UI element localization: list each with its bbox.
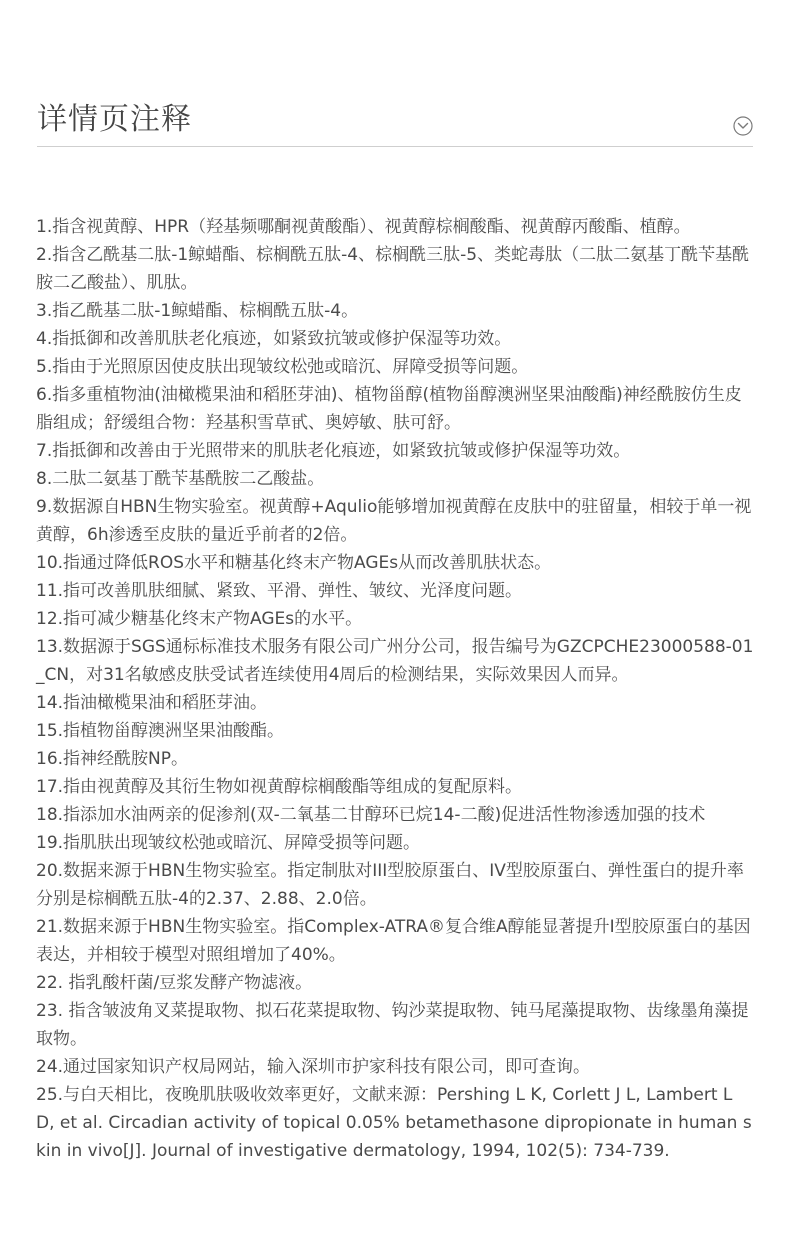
- footnote-item: 10.指通过降低ROS水平和糖基化终末产物AGEs从而改善肌肤状态。: [36, 553, 552, 573]
- footnote-item: 14.指油橄榄果油和稻胚芽油。: [36, 693, 268, 713]
- footnote-item: 25.与白天相比，夜晚肌肤吸收效率更好，文献来源：Pershing L K, Corlett J L, Lambert L D, et al. Circadian activity of topical 0.05% betamethasone dipropionate in human skin in vivo[J]. Journal of investigative dermatology, 1994, 102(5): 734-739.: [36, 1085, 752, 1161]
- footnote-item: 1.指含视黄醇、HPR（羟基频哪酮视黄酸酯）、视黄醇棕榈酸酯、视黄醇丙酸酯、植醇。: [36, 217, 691, 237]
- footnote-item: 19.指肌肤出现皱纹松弛或暗沉、屏障受损等问题。: [36, 833, 421, 853]
- footnote-item: 16.指神经酰胺NP。: [36, 749, 189, 769]
- footnote-item: 9.数据源自HBN生物实验室。视黄醇+Aqulio能够增加视黄醇在皮肤中的驻留量，相较于单一视黄醇，6h渗透至皮肤的量近乎前者的2倍。: [36, 497, 752, 545]
- footnote-item: 20.数据来源于HBN生物实验室。指定制肽对III型胶原蛋白、IV型胶原蛋白、弹性蛋白的提升率分别是棕榈酰五肽-4的2.37、2.88、2.0倍。: [36, 861, 744, 909]
- footnote-item: 3.指乙酰基二肽-1鲸蜡酯、棕榈酰五肽-4。: [36, 301, 359, 321]
- footnote-item: 7.指抵御和改善由于光照带来的肌肤老化痕迹，如紧致抗皱或修护保湿等功效。: [36, 441, 631, 461]
- footnote-list: [36, 213, 756, 1165]
- page-title: 详情页注释: [37, 102, 192, 137]
- footnote-item: 17.指由视黄醇及其衍生物如视黄醇棕榈酸酯等组成的复配原料。: [36, 777, 523, 797]
- footnote-item: 2.指含乙酰基二肽-1鲸蜡酯、棕榈酰五肽-4、棕榈酰三肽-5、类蛇毒肽（二肽二氨基丁酰苄基酰胺二乙酸盐）、肌肽。: [36, 245, 750, 293]
- footnote-item: 22. 指乳酸杆菌/豆浆发酵产物滤液。: [36, 973, 313, 993]
- chevron-down-circle-icon[interactable]: [733, 116, 753, 136]
- footnote-item: 6.指多重植物油(油橄榄果油和稻胚芽油)、植物甾醇(植物甾醇澳洲坚果油酸酯)神经酰胺仿生皮脂组成；舒缓组合物：羟基积雪草甙、奥婷敏、肤可舒。: [36, 385, 742, 433]
- footnote-item: 5.指由于光照原因使皮肤出现皱纹松弛或暗沉、屏障受损等问题。: [36, 357, 529, 377]
- footnote-item: 4.指抵御和改善肌肤老化痕迹，如紧致抗皱或修护保湿等功效。: [36, 329, 512, 349]
- footnote-item: 11.指可改善肌肤细腻、紧致、平滑、弹性、皱纹、光泽度问题。: [36, 581, 523, 601]
- notes-header: [37, 96, 753, 147]
- footnote-item: 15.指植物甾醇澳洲坚果油酸酯。: [36, 721, 285, 741]
- footnote-item: 21.数据来源于HBN生物实验室。指Complex-ATRA®复合维A醇能显著提升I型胶原蛋白的基因表达，并相较于模型对照组增加了40%。: [36, 917, 751, 965]
- footnote-item: 12.指可减少糖基化终末产物AGEs的水平。: [36, 609, 363, 629]
- footnote-item: 13.数据源于SGS通标标准技术服务有限公司广州分公司，报告编号为GZCPCHE23000588-01_CN，对31名敏感皮肤受试者连续使用4周后的检测结果，实际效果因人而异。: [36, 637, 754, 685]
- footnote-item: 24.通过国家知识产权局网站，输入深圳市护家科技有限公司，即可查询。: [36, 1057, 591, 1077]
- footnote-item: 18.指添加水油两亲的促渗剂(双-二氧基二甘醇环已烷14-二酸)促进活性物渗透加强的技术: [36, 805, 706, 825]
- footnote-item: 8.二肽二氨基丁酰苄基酰胺二乙酸盐。: [36, 469, 325, 489]
- footnote-item: 23. 指含皱波角叉菜提取物、拟石花菜提取物、钩沙菜提取物、钝马尾藻提取物、齿缘墨角藻提取物。: [36, 1001, 749, 1049]
